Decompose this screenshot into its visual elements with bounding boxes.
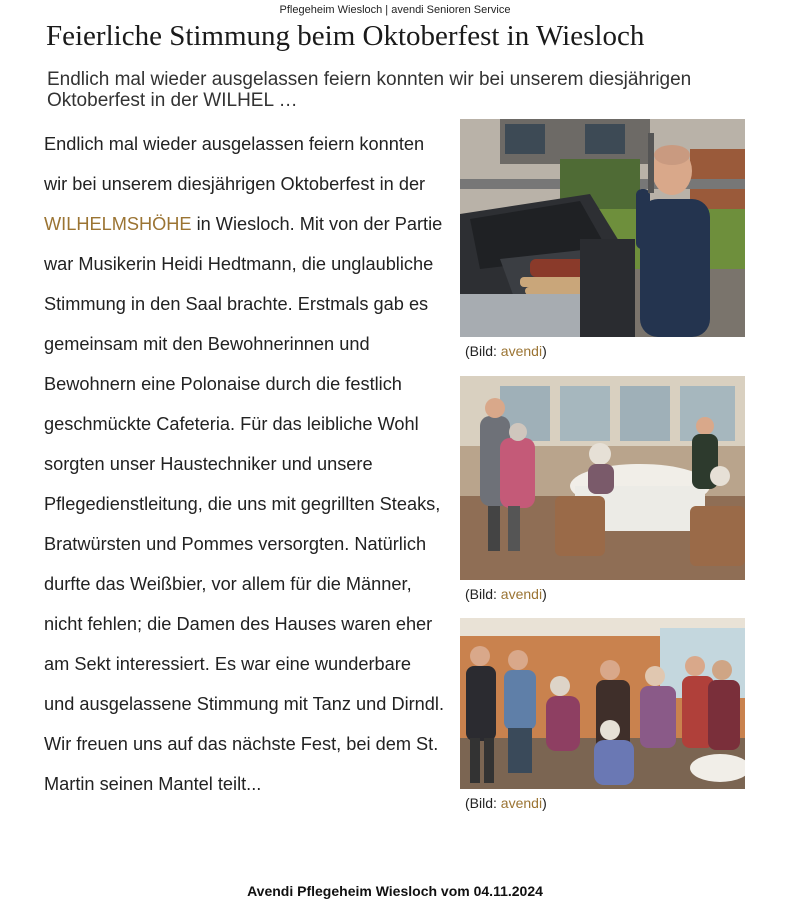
photo-polonaise <box>460 618 745 789</box>
caption-prefix: (Bild: <box>465 343 501 359</box>
photo-caption-2 <box>460 585 745 603</box>
caption-avendi-link-1[interactable]: avendi <box>500 343 543 359</box>
caption-suffix: ) <box>542 795 547 811</box>
site-header: Pflegeheim Wiesloch | avendi Senioren Service <box>279 4 511 16</box>
grill-photo-illustration <box>460 119 745 337</box>
cafeteria-photo-illustration <box>460 376 745 580</box>
photo-cafeteria <box>460 376 745 580</box>
photo-caption-1 <box>460 342 745 360</box>
polonaise-photo-illustration <box>460 618 745 789</box>
caption-prefix: (Bild: <box>465 586 501 602</box>
photo-caption-3 <box>460 794 745 812</box>
page-footer: Avendi Pflegeheim Wiesloch vom 04.11.2024 <box>247 883 543 899</box>
article-body <box>44 124 444 804</box>
caption-prefix: (Bild: <box>465 795 501 811</box>
article-title: Feierliche Stimmung beim Oktoberfest in Wiesloch <box>46 20 645 52</box>
body-text-part-2: in Wiesloch. Mit von der Partie war Musikerin Heidi Hedtmann, die unglaubliche Stimmung in den Saal brachte. Erstmals gab es gemeinsam mit den Bewohnerinnen und Bewohnern eine Polonaise durch die festlich geschmückte Cafeteria. Für das leibliche Wohl sorgten unser Haustechniker und unsere Pflegedienstleitung, die uns mit gegrillten Steaks, Bratwürsten und Pommes versorgten. Natürlich durfte das Weißbier, vor allem für die Männer, nicht fehlen; die Damen des Hauses waren eher am Sekt interessiert. Es war eine wunderbare und ausgelassene Stimmung mit Tanz und Dirndl. Wir freuen uns auf das nächste Fest, bei dem St. Martin seinen Mantel teilt... <box>44 214 445 794</box>
article-teaser: Endlich mal wieder ausgelassen feiern konnten wir bei unserem diesjährigen Oktoberfest in der WILHEL … <box>47 69 692 111</box>
caption-avendi-link-3[interactable]: avendi <box>500 795 543 811</box>
photo-figure-cafeteria <box>460 376 745 603</box>
body-text-part-1: Endlich mal wieder ausgelassen feiern konnten wir bei unserem diesjährigen Oktoberfest in der <box>44 134 426 194</box>
photo-figure-polonaise <box>460 618 745 812</box>
photo-figure-grill <box>460 119 745 360</box>
photo-grill <box>460 119 745 337</box>
caption-suffix: ) <box>542 586 547 602</box>
caption-suffix: ) <box>542 343 547 359</box>
caption-avendi-link-2[interactable]: avendi <box>500 586 543 602</box>
wilhelmshoehe-link[interactable]: WILHELMSHÖHE <box>44 214 192 234</box>
